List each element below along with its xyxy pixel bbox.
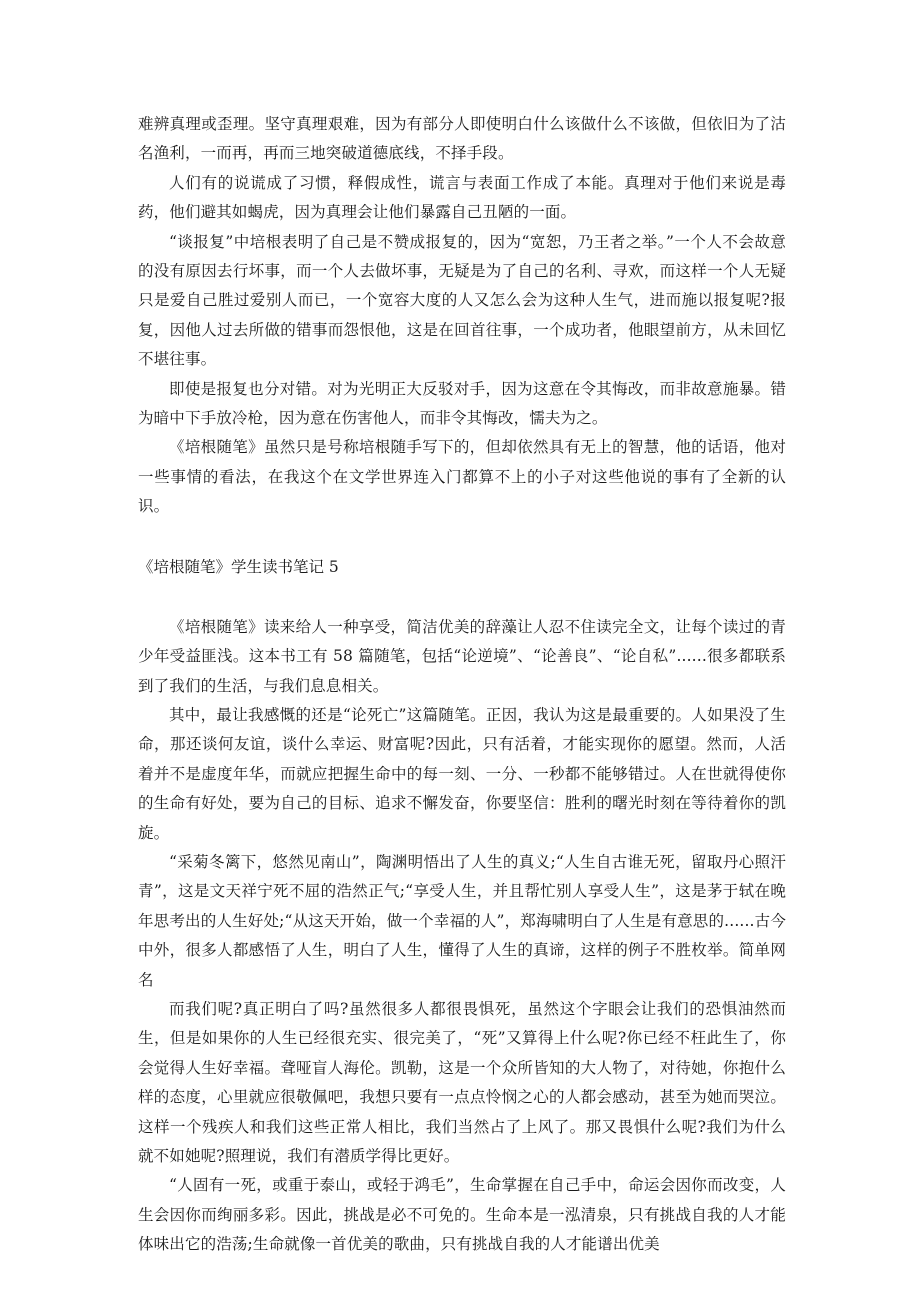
paragraph-lies: 人们有的说谎成了习惯，释假成性，谎言与表面工作成了本能。真理对于他们来说是毒药，他们避其如蝎虎，因为真理会让他们暴露自己丑陋的一面。 xyxy=(138,173,786,222)
paragraph-intro: 《培根随笔》读来给人一种享受，简洁优美的辞藻让人忍不住读完全文，让每个读过的青少年受益匪浅。这本书工有 58 篇随笔，包括“论逆境”、“论善良”、“论自私”......很多都联系到了我们的生活，与我们息息相关。 xyxy=(138,617,786,695)
paragraph-on-death: 其中，最让我感慨的还是“论死亡”这篇随笔。正因，我认为这是最重要的。人如果没了生命，那还谈何友谊，谈什么幸运、财富呢?因此，只有活着，才能实现你的愿望。然而，人活着并不是虚度年华，而就应把握生命中的每一刻、一分、一秒都不能够错过。人在世就得使你的生命有好处，要为自己的目标、追求不懈发奋，你要坚信：胜利的曙光时刻在等待着你的凯旋。 xyxy=(138,705,786,842)
paragraph-quotes: “采菊冬篱下，悠然见南山”，陶渊明悟出了人生的真义;“人生自古谁无死，留取丹心照汗青”，这是文天祥宁死不屈的浩然正气;“享受人生，并且帮忙别人享受人生”，这是茅于轼在晚年思考出的人生好处;“从这天开始，做一个幸福的人”，郑海啸明白了人生是有意思的......古今中外，很多人都感悟了人生，明白了人生，懂得了人生的真谛，这样的例子不胜枚举。简单网名 xyxy=(138,852,786,989)
document-page xyxy=(138,110,786,1260)
paragraph-continued: 难辨真理或歪理。坚守真理艰难，因为有部分人即使明白什么该做什么不该做，但依旧为了沽名渔利，一而再，再而三地突破道德底线，不择手段。 xyxy=(138,115,786,163)
section-heading: 《培根随笔》学生读书笔记 5 xyxy=(138,557,339,576)
paragraph-helen-keller: 而我们呢?真正明白了吗?虽然很多人都很畏惧死，虽然这个字眼会让我们的恐惧油然而生，但是如果你的人生已经很充实、很完美了，“死”又算得上什么呢?你已经不枉此生了，你会觉得人生好幸福。聋哑盲人海伦。凯勒，这是一个众所皆知的大人物了，对待她，你抱什么样的态度，心里就应很敬佩吧，我想只要有一点点怜悯之心的人都会感动，甚至为她而哭泣。这样一个残疾人和我们这些正常人相比，我们当然占了上风了。那又畏惧什么呢?我们为什么就不如她呢?照理说，我们有潜质学得比更好。 xyxy=(138,999,786,1165)
paragraph-revenge: “谈报复”中培根表明了自己是不赞成报复的，因为“宽恕，乃王者之举。”一个人不会故意的没有原因去行坏事，而一个人去做坏事，无疑是为了自己的名利、寻欢，而这样一个人无疑只是爱自己胜过爱别人而已，一个宽容大度的人又怎么会为这种人生气，进而施以报复呢?报复，因他人过去所做的错事而怨恨他，这是在回首往事，一个成功者，他眼望前方，从未回忆不堪往事。 xyxy=(138,232,786,369)
paragraph-challenge: “人固有一死，或重于泰山，或轻于鸿毛”，生命掌握在自己手中，命运会因你而改变，人生会因你而绚丽多彩。因此，挑战是必不可免的。生命本是一泓清泉，只有挑战自我的人才能体味出它的浩荡;生命就像一首优美的歌曲，只有挑战自我的人才能谱出优美 xyxy=(138,1176,786,1254)
paragraph-right-wrong: 即使是报复也分对错。对为光明正大反驳对手，因为这意在令其悔改，而非故意施暴。错为暗中下手放冷枪，因为意在伤害他人，而非令其悔改，懦夫为之。 xyxy=(138,379,786,428)
paragraph-conclusion: 《培根随笔》虽然只是号称培根随手写下的，但却依然具有无上的智慧，他的话语，他对一些事情的看法，在我这个在文学世界连入门都算不上的小子对这些他说的事有了全新的认识。 xyxy=(138,438,786,516)
